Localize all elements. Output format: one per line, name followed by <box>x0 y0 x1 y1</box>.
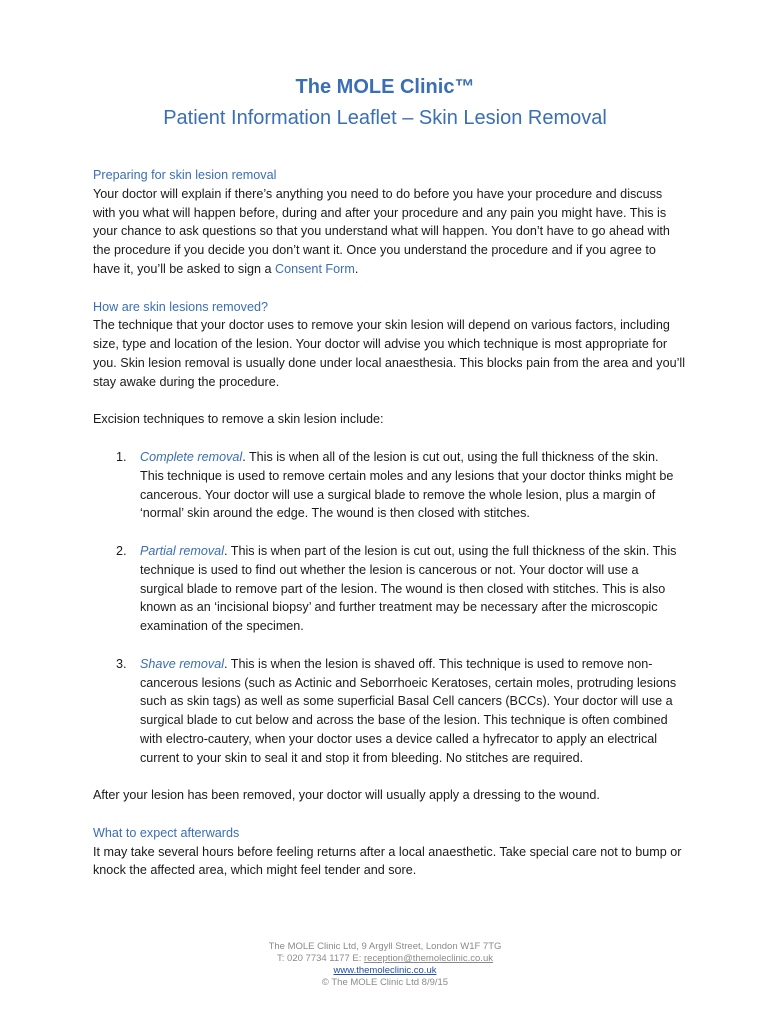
list-item <box>93 542 685 636</box>
section-paragraph-afterwards: It may take several hours before feeling returns after a local anaesthetic. Take special care not to bump or knock the affected area, which might feel tender and sore. <box>93 844 682 878</box>
section-heading-removal: How are skin lesions removed? <box>93 299 268 314</box>
preparing-text-end: . <box>354 261 359 276</box>
list-item <box>93 448 685 523</box>
document-subtitle: Patient Information Leaflet – Skin Lesion Removal <box>163 107 607 129</box>
list-item-number: 3. <box>116 656 127 671</box>
list-item-text: . This is when part of the lesion is cut out, using the full thickness of the skin. This technique is used to find out whether the lesion is cancerous or not. Your doctor will use a surgical blade to remove part of the lesion. The wound is then closed with stitches. This is also known as an ‘incisional biopsy’ and further treatment may be necessary after the microscopic examination of the specimen. <box>140 543 677 634</box>
footer-address: The MOLE Clinic Ltd, 9 Argyll Street, London W1F 7TG <box>268 941 502 952</box>
section-paragraph-removal: The technique that your doctor uses to remove your skin lesion will depend on various factors, including size, type and location of the lesion. Your doctor will advise you which technique is most appropriate for you. Skin lesion removal is usually done under local anaesthesia. This blocks pain from the area and you’ll stay awake during the procedure. <box>93 318 686 389</box>
list-item-number: 2. <box>116 543 127 558</box>
section-heading-afterwards: What to expect afterwards <box>93 825 240 840</box>
footer-phone: T: 020 7734 1177 E: <box>277 953 364 964</box>
footer-website-link[interactable]: www.themoleclinic.co.uk <box>333 965 437 976</box>
section-heading-preparing: Preparing for skin lesion removal <box>93 168 277 182</box>
preparing-text: Your doctor will explain if there’s anything you need to do before you have your procedure and discuss with you what will happen before, during and after your procedure and any pain you might have. This is your chance to ask questions so that you understand what will happen. You don’t have to go ahead with the procedure if you decide you don’t want it. Once you understand the procedure and if you agree to have it, you’ll be asked to sign a <box>93 186 670 276</box>
list-item-term: Shave removal <box>140 656 224 671</box>
section-paragraph-preparing <box>93 185 685 279</box>
footer-email-link[interactable]: reception@themoleclinic.co.uk <box>364 953 493 964</box>
list-item-text: . This is when the lesion is shaved off. This technique is used to remove non-cancerous lesions (such as Actinic and Seborrhoeic Keratoses, certain moles, protruding lesions such as skin tags) as well as some superficial Basal Cell cancers (BCCs). Your doctor will use a surgical blade to cut below and across the base of the lesion. This technique is often combined with electro-cautery, when your doctor uses a device called a hyfrecator to apply an electrical current to your skin to seal it and stop it from bleeding. No stitches are required. <box>140 656 677 765</box>
document-title: The MOLE Clinic™ <box>295 76 475 98</box>
list-item-term: Complete removal <box>140 449 243 464</box>
list-item-number: 1. <box>116 449 127 464</box>
after-removal-paragraph: After your lesion has been removed, your doctor will usually apply a dressing to the wound. <box>93 788 600 803</box>
footer-copyright: © The MOLE Clinic Ltd 8/9/15 <box>321 977 449 988</box>
page-footer <box>0 941 770 989</box>
document-body <box>93 166 685 880</box>
excision-techniques-list <box>93 448 685 768</box>
list-item <box>93 655 685 768</box>
footer-contact <box>0 953 770 965</box>
excision-intro: Excision techniques to remove a skin lesion include: <box>93 412 384 427</box>
list-item-term: Partial removal <box>140 543 224 558</box>
consent-form-link[interactable]: Consent Form <box>275 261 355 276</box>
list-item-text: . This is when all of the lesion is cut out, using the full thickness of the skin. This technique is used to remove certain moles and any lesions that your doctor thinks might be cancerous. Your doctor will use a surgical blade to remove the whole lesion, plus a margin of ‘normal’ skin around the edge. The wound is then closed with stitches. <box>140 449 674 521</box>
